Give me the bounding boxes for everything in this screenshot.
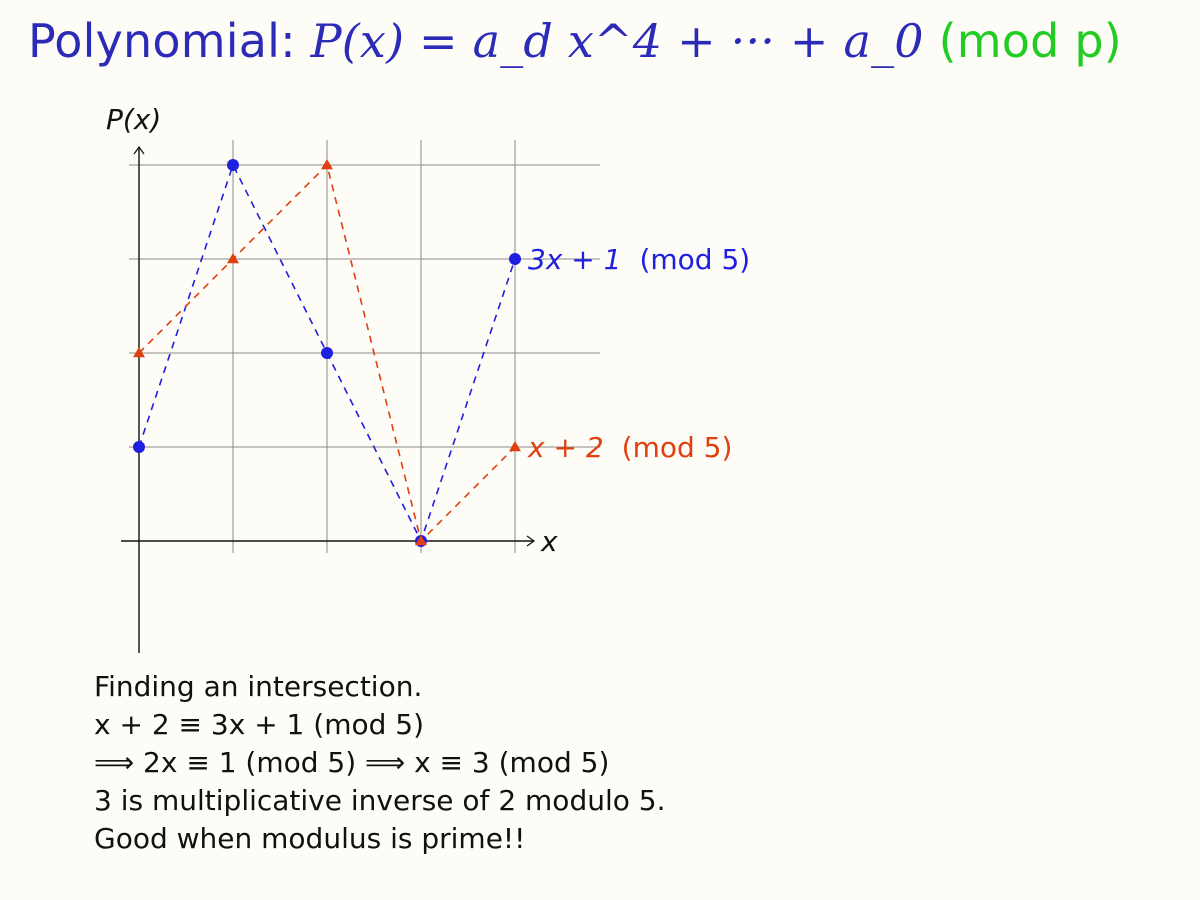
note-line-5: Good when modulus is prime!! bbox=[94, 822, 526, 855]
notes bbox=[94, 668, 665, 858]
point-s0-0 bbox=[133, 441, 145, 453]
title-prefix: Polynomial: bbox=[28, 14, 311, 68]
point-s0-2 bbox=[321, 347, 333, 359]
series-label-var-0: 3x + 1 bbox=[528, 243, 622, 276]
point-s1-4 bbox=[509, 441, 521, 451]
note-line-2: x + 2 ≡ 3x + 1 (mod 5) bbox=[94, 708, 425, 741]
point-s0-1 bbox=[227, 159, 239, 171]
series-label-0 bbox=[528, 243, 750, 276]
series-label-var-1: x + 2 bbox=[528, 431, 604, 464]
point-s0-4 bbox=[509, 253, 521, 265]
title-mod: (mod p) bbox=[938, 14, 1122, 68]
x-axis-label: x bbox=[541, 525, 558, 558]
point-s1-2 bbox=[321, 159, 333, 169]
chart-grid bbox=[129, 140, 600, 553]
point-s1-1 bbox=[227, 253, 239, 263]
series-label-mod-1: (mod 5) bbox=[621, 431, 733, 464]
note-line-4: 3 is multiplicative inverse of 2 modulo 5. bbox=[94, 784, 666, 817]
note-line-3: ⟹ 2x ≡ 1 (mod 5) ⟹ x ≡ 3 (mod 5) bbox=[94, 746, 610, 779]
note-line-1: Finding an intersection. bbox=[94, 670, 423, 703]
title-formula: P(x) = a_d x^4 + ··· + a_0 bbox=[310, 14, 924, 68]
series-label-mod-0: (mod 5) bbox=[639, 243, 751, 276]
y-axis-label: P(x) bbox=[106, 103, 162, 136]
chart-labels bbox=[106, 103, 750, 558]
series-label-1 bbox=[527, 431, 732, 464]
